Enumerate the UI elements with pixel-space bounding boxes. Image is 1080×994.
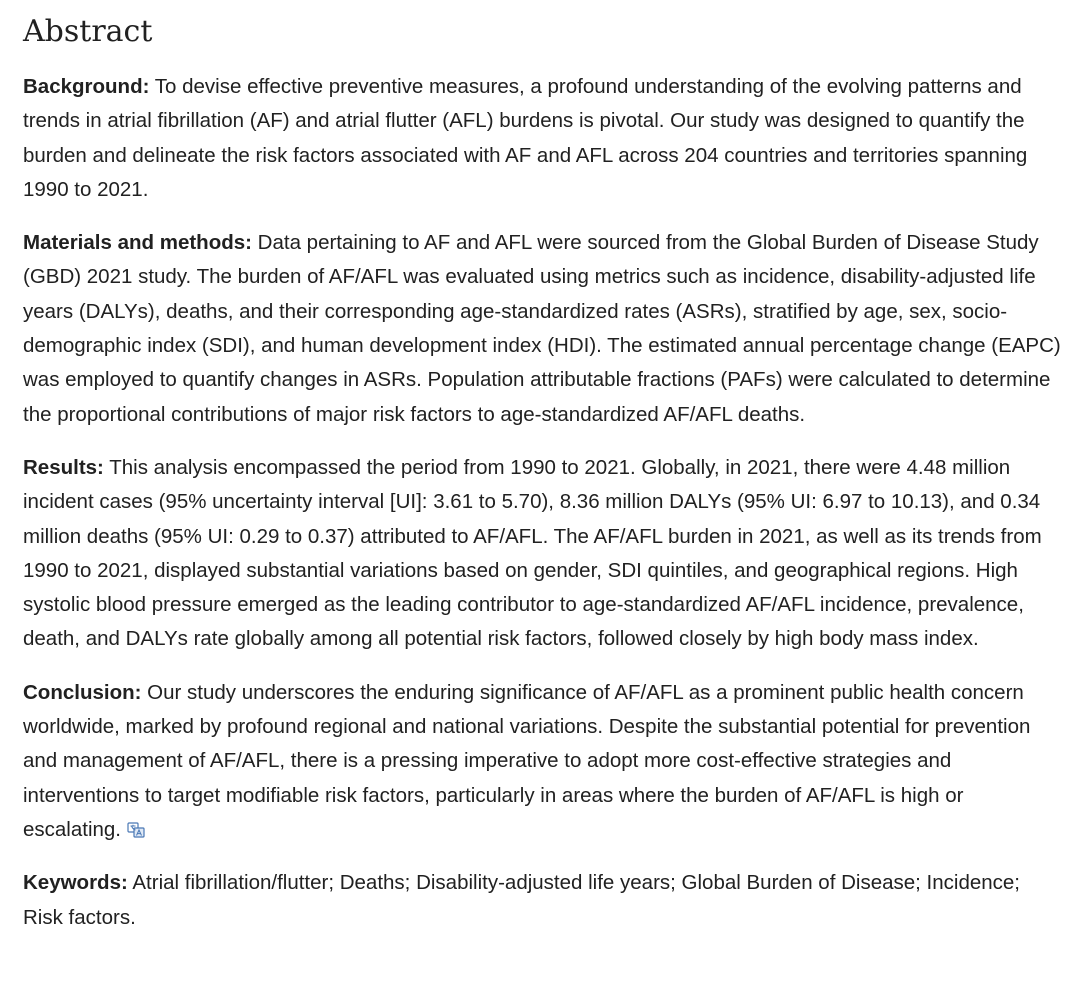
background-paragraph [23,70,1063,207]
abstract-heading: Abstract [23,14,153,49]
background-text: To devise effective preventive measures, a profound understanding of the evolving patterns and trends in atrial fibrillation (AF) and atrial flutter (AFL) burdens is pivotal. Our study was designed to quantify the burden and delineate the risk factors associated with AF and AFL across 204 countries and territories spanning 1990 to 2021. [23,75,1028,201]
keywords-text: Atrial fibrillation/flutter; Deaths; Disability-adjusted life years; Global Burden of Disease; Incidence; Risk factors. [23,871,1020,929]
methods-paragraph [23,226,1063,432]
keywords-label: Keywords: [23,871,128,895]
conclusion-paragraph [23,676,1063,847]
results-text: This analysis encompassed the period from 1990 to 2021. Globally, in 2021, there were 4.48 million incident cases (95% uncertainty interval [UI]: 3.61 to 5.70), 8.36 million DALYs (95% UI: 6.97 to 10.13), and 0.34 million deaths (95% UI: 0.29 to 0.37) attributed to AF/AFL. The AF/AFL burden in 2021, as well as its trends from 1990 to 2021, displayed substantial variations based on gender, SDI quintiles, and geographical regions. High systolic blood pressure emerged as the leading contributor to age-standardized AF/AFL incidence, prevalence, death, and DALYs rate globally among all potential risk factors, followed closely by high body mass index. [23,455,1042,651]
methods-text: Data pertaining to AF and AFL were sourced from the Global Burden of Disease Study (GBD) 2021 study. The burden of AF/AFL was evaluated using metrics such as incidence, disability-adjusted life years (DALYs), deaths, and their corresponding age-standardized rates (ASRs), stratified by age, sex, socio-demographic index (SDI), and human development index (HDI). The estimated annual percentage change (EAPC) was employed to quantify changes in ASRs. Population attributable fractions (PAFs) were calculated to determine the proportional contributions of major risk factors to age-standardized AF/AFL deaths. [23,231,1061,426]
results-label: Results: [23,455,104,479]
translate-icon[interactable] [127,815,145,831]
results-paragraph [23,451,1063,657]
methods-label: Materials and methods: [23,231,252,255]
background-label: Background: [23,75,150,98]
conclusion-text: Our study underscores the enduring significance of AF/AFL as a prominent public health concern worldwide, marked by profound regional and national variations. Despite the substantial potential for prevention and management of AF/AFL, there is a pressing imperative to adopt more cost-effective strategies and interventions to target modifiable risk factors, particularly in areas where the burden of AF/AFL is high or escalating. [23,680,1031,841]
keywords-paragraph [23,866,1063,935]
abstract-section [23,0,1063,935]
conclusion-label: Conclusion: [23,680,142,704]
